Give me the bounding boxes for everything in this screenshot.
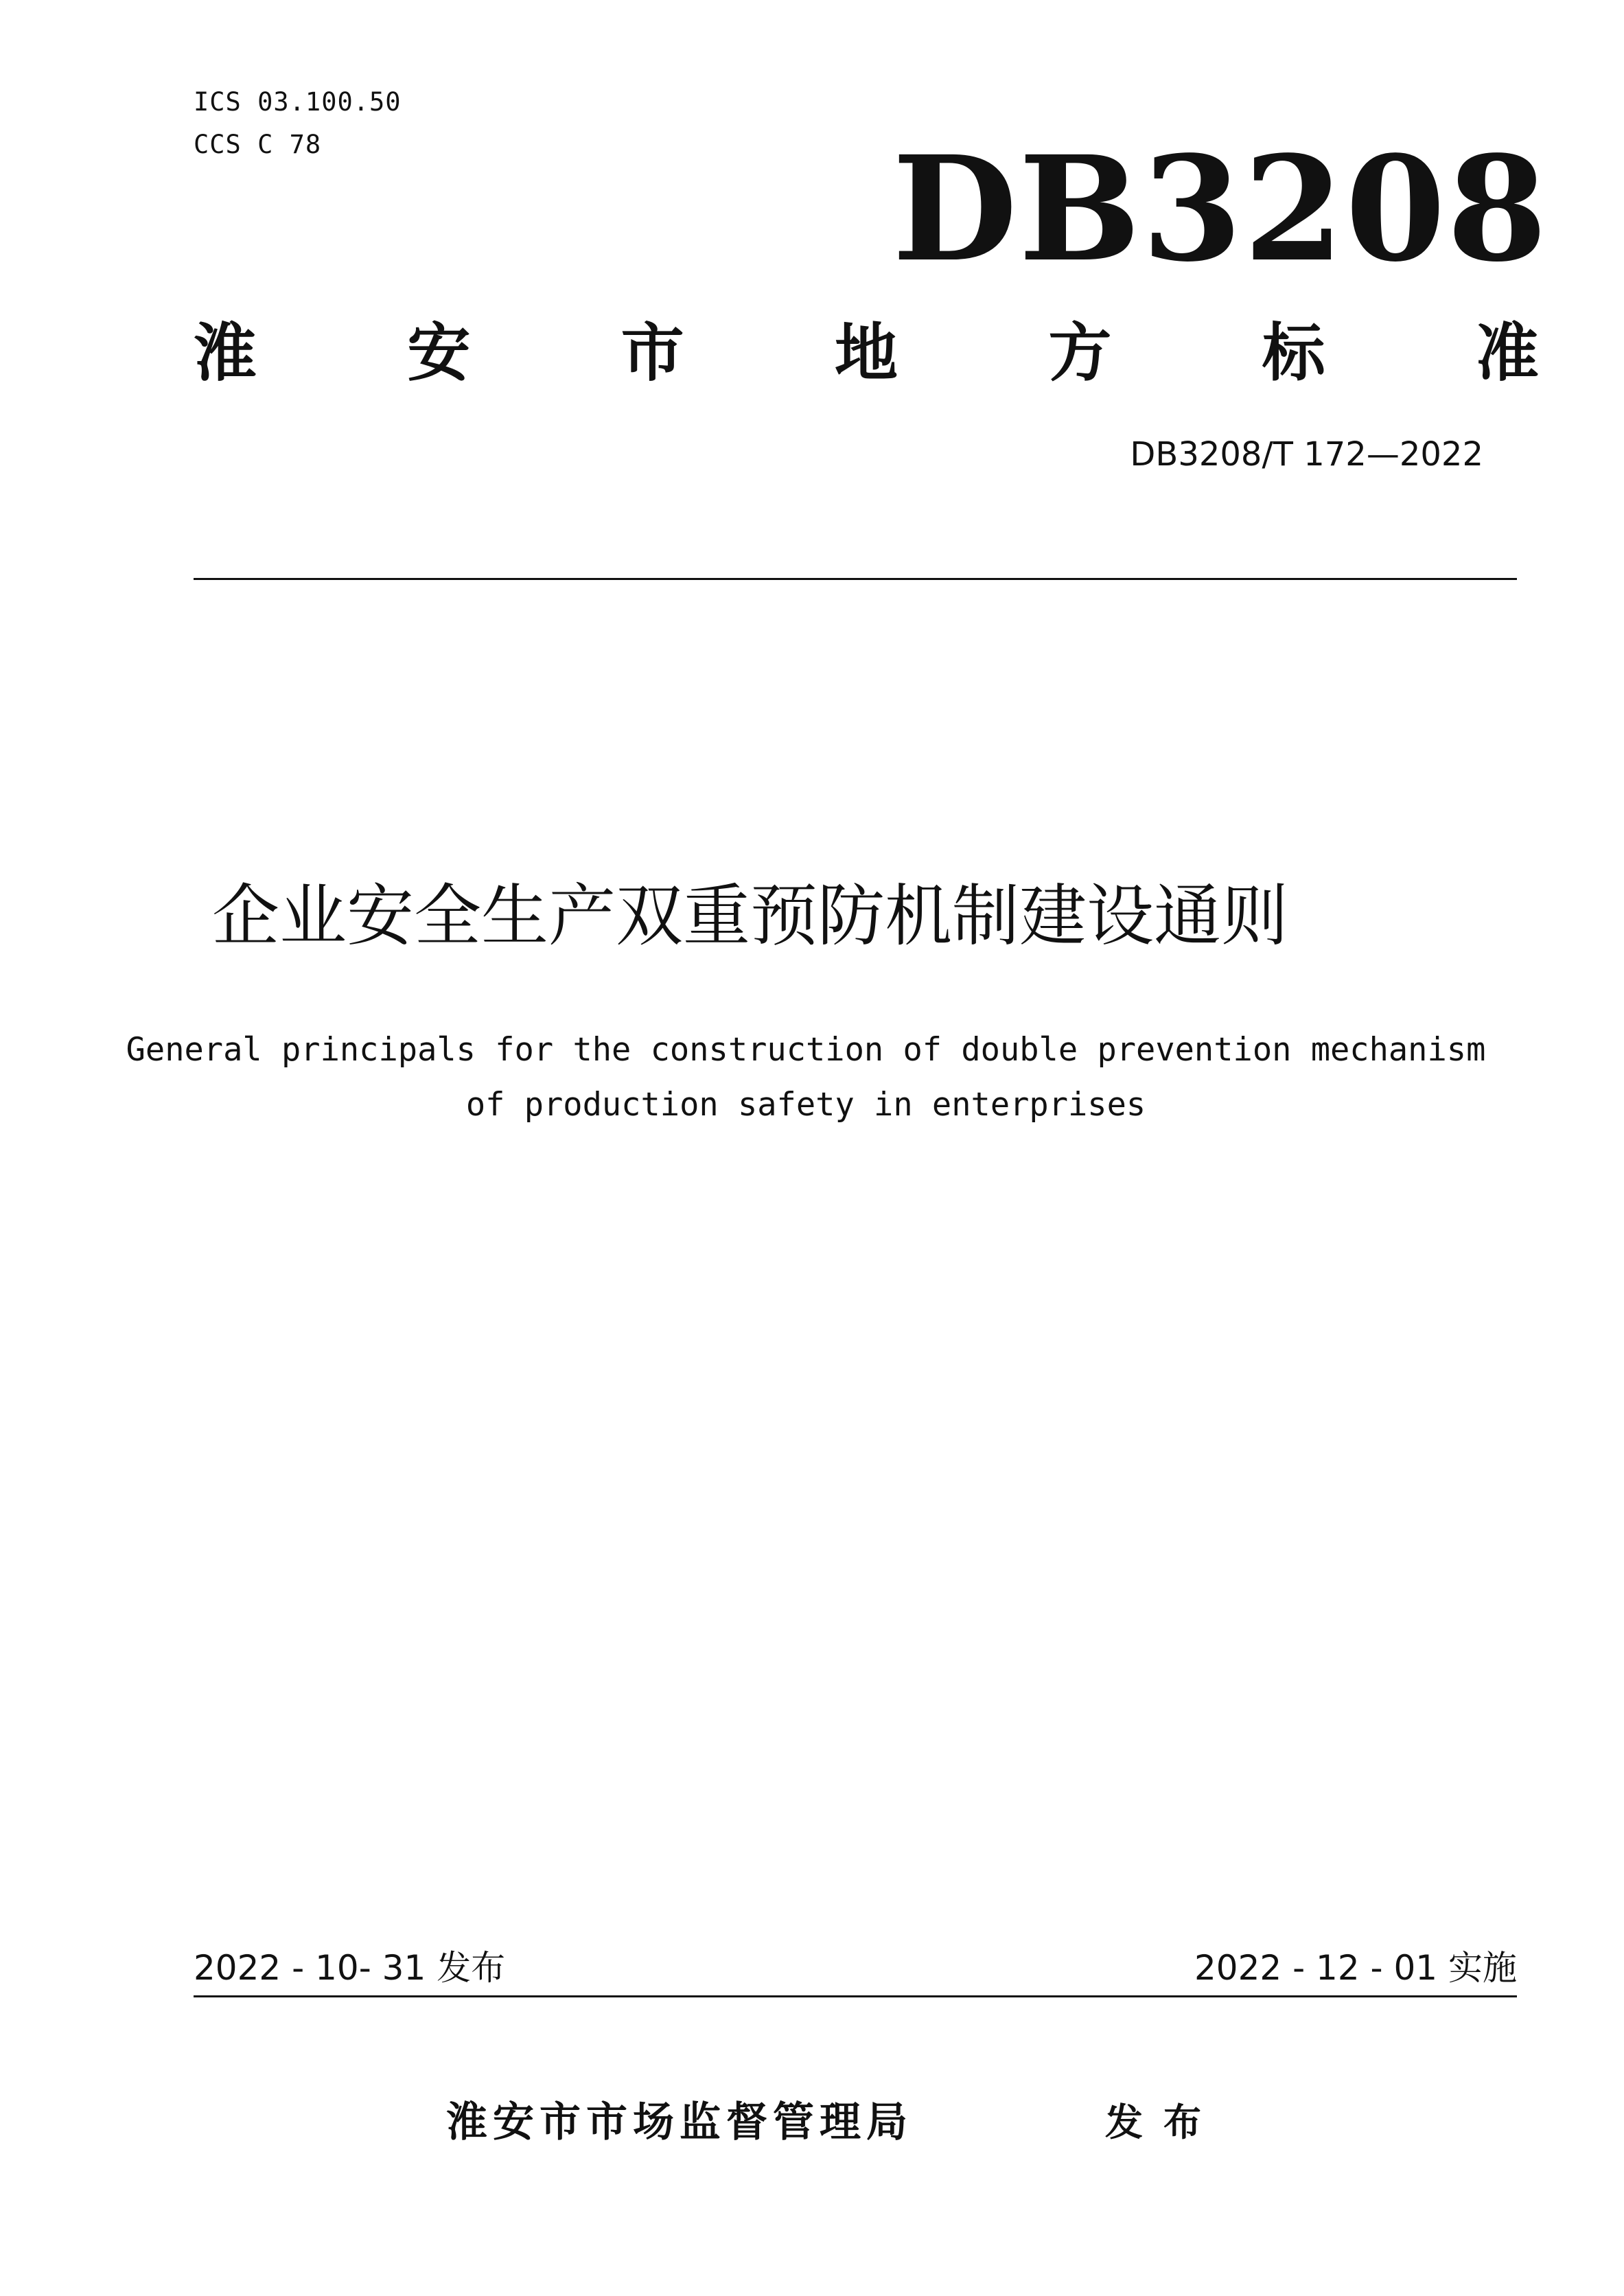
standard-number: DB3208/T 172—2022 — [1130, 435, 1483, 474]
standard-type-char: 方 — [1048, 316, 1112, 390]
footer-divider — [194, 1995, 1517, 1997]
publish-label: 发布 — [1105, 2100, 1222, 2144]
implementation-date: 2022 - 12 - 01 实施 — [1194, 1948, 1517, 1988]
standard-type-char: 淮 — [194, 316, 257, 390]
standard-type-char: 市 — [620, 316, 684, 390]
standard-type-char: 安 — [407, 316, 471, 390]
document-title-english — [0, 1023, 1624, 1133]
standard-code-heading: DB3208 — [892, 124, 1549, 294]
publisher-name: 淮安市市场监督管理局 — [446, 2098, 913, 2146]
english-title-line: General principals for the construction of double prevention mechanism — [126, 1031, 1486, 1069]
standard-type-char: 标 — [1262, 316, 1325, 390]
header-divider — [194, 578, 1517, 580]
ics-code: ICS 03.100.50 — [194, 87, 402, 117]
standard-type-heading — [194, 312, 1539, 395]
issue-date: 2022 - 10- 31 发布 — [194, 1948, 506, 1988]
standard-type-char: 准 — [1475, 316, 1539, 390]
document-title-chinese: 企业安全生产双重预防机制建设通则 — [211, 877, 1288, 955]
classification-codes — [194, 81, 402, 166]
standard-type-char: 地 — [834, 316, 898, 390]
english-title-line: of production safety in enterprises — [465, 1086, 1146, 1124]
ccs-code: CCS C 78 — [194, 130, 322, 159]
